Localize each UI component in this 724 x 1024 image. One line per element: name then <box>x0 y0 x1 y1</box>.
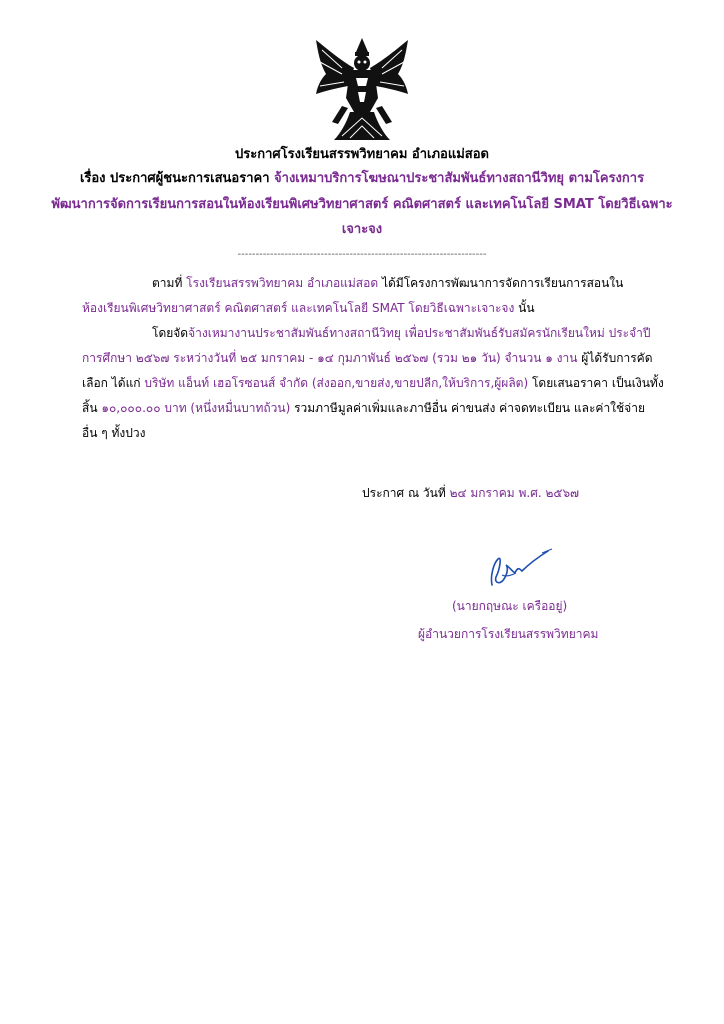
p2-job: จ้างเหมางานประชาสัมพันธ์ทางสถานีวิทยุ เพื่อประชาสัมพันธ์รับสมัครนักเรียนใหม่ ประจำปี <box>188 326 651 340</box>
p2-lead: โดยจัด <box>152 326 189 340</box>
announce-label: ประกาศ ณ วันที่ <box>362 486 450 500</box>
paragraph-2-line-3 <box>82 374 664 392</box>
paragraph-2-line-5 <box>82 424 145 442</box>
subject-line-3 <box>40 221 684 239</box>
subject-line-2 <box>40 196 684 214</box>
paragraph-1-line-2 <box>82 299 535 317</box>
p2-amount: ๑๐,๐๐๐.๐๐ บาท (หนึ่งหมื่นบาทถ้วน) <box>101 401 291 415</box>
title-text: ประกาศโรงเรียนสรรพวิทยาคม อำเภอแม่สอด <box>235 147 489 162</box>
signer-name: (นายกฤษณะ เครืออยู่) <box>452 599 568 613</box>
paragraph-2-line-2 <box>82 349 653 367</box>
separator-line: --------------------------------------------------------------------- <box>237 249 487 260</box>
subject-text-1: จ้างเหมาบริการโฆษณาประชาสัมพันธ์ทางสถานีวิทยุ ตามโครงการ <box>269 171 645 186</box>
p2-company: บริษัท แอ็นท์ เฮอโรซอนส์ จำกัด (ส่งออก,ขายส่ง,ขายปลีก,ให้บริการ,ผู้ผลิต) <box>144 376 529 390</box>
subject-text-3: เจาะจง <box>341 222 383 237</box>
p2-line3-end: โดยเสนอราคา เป็นเงินทั้ง <box>528 376 664 390</box>
p2-line4-end: รวมภาษีมูลค่าเพิ่มและภาษีอื่น ค่าขนส่ง ค่าจดทะเบียน และค่าใช้จ่าย <box>290 401 645 415</box>
subject-prefix: เรื่อง ประกาศผู้ชนะการเสนอราคา <box>79 171 270 186</box>
subject-line-1 <box>40 170 684 188</box>
p1-rest: ได้มีโครงการพัฒนาการจัดการเรียนการสอนใน <box>378 276 624 290</box>
signer-position: ผู้อำนวยการโรงเรียนสรรพวิทยาคม <box>418 627 599 641</box>
p2-line4-lead: สิ้น <box>82 401 102 415</box>
announcement-title <box>40 146 684 164</box>
p1-project: ห้องเรียนพิเศษวิทยาศาสตร์ คณิตศาสตร์ และเทคโนโลยี SMAT โดยวิธีเฉพาะเจาะจง <box>82 301 515 315</box>
p1-lead: ตามที่ <box>152 276 187 290</box>
p2-line5: อื่น ๆ ทั้งปวง <box>82 426 146 440</box>
paragraph-2-line-4 <box>82 399 645 417</box>
p1-end: นั้น <box>514 301 535 315</box>
p2-period: การศึกษา ๒๕๖๗ ระหว่างวันที่ ๒๕ มกราคม - ๑๔ กุมภาพันธ์ ๒๕๖๗ (รวม ๒๑ วัน) จำนวน ๑ งาน <box>82 351 578 365</box>
paragraph-2-line-1 <box>152 324 650 342</box>
paragraph-1-line-1 <box>152 274 623 292</box>
announce-date: ๒๔ มกราคม พ.ศ. ๒๕๖๗ <box>449 486 580 500</box>
signature-icon <box>472 545 562 593</box>
announce-date-line <box>362 484 579 502</box>
garuda-emblem-icon <box>312 38 412 142</box>
p2-line2-end: ผู้ได้รับการคัด <box>577 351 653 365</box>
p1-school: โรงเรียนสรรพวิทยาคม อำเภอแม่สอด <box>186 276 379 290</box>
subject-text-2: พัฒนาการจัดการเรียนการสอนในห้องเรียนพิเศษวิทยาศาสตร์ คณิตศาสตร์ และเทคโนโลยี SMAT โดยวิธีเฉพาะ <box>51 197 673 212</box>
p2-line3-lead: เลือก ได้แก่ <box>82 376 145 390</box>
